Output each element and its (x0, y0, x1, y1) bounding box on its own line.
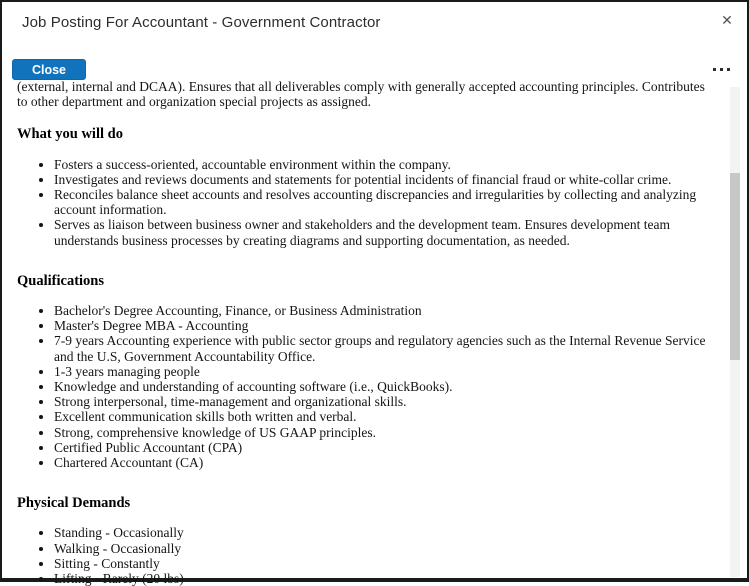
bullet-item: • 7-9 years Accounting experience with public sector groups and regulatory agencies such as the Internal Revenue Service and the U.S, Government Accountability Office. (54, 333, 717, 363)
bullet-item: • Standing - Occasionally (54, 525, 717, 540)
bullet-item: • Walking - Occasionally (54, 541, 717, 556)
section-physical-demands (17, 496, 717, 586)
bullet-item: • Chartered Accountant (CA) (54, 455, 717, 470)
bullet-item: • Fosters a success-oriented, accountable environment within the company. (54, 157, 717, 172)
section-heading: What you will do (17, 126, 123, 143)
more-options-button[interactable] (711, 66, 732, 73)
intro-paragraph: (external, internal and DCAA). Ensures that all deliverables comply with generally accepted accounting principles. Contributes to other department and organization special projects as assigned. (17, 79, 705, 110)
bullet-list (17, 525, 717, 586)
scrollbar-track[interactable] (730, 87, 740, 577)
bullet-item: • Lifting - Rarely (20 lbs) (54, 571, 717, 586)
bullet-item: • Reconciles balance sheet accounts and resolves accounting discrepancies and irregularities by collecting and analyzing account information. (54, 187, 717, 217)
ellipsis-icon (727, 68, 730, 71)
bullet-item: • Serves as liaison between business owner and stakeholders and the development team. Ensures development team understands business processes by creating diagrams and supporting documentation, as needed. (54, 217, 717, 247)
bullet-item: • Bachelor's Degree Accounting, Finance, or Business Administration (54, 303, 717, 318)
close-icon[interactable]: ✕ (721, 11, 733, 28)
section-heading: Qualifications (17, 272, 105, 289)
close-button[interactable]: Close (12, 59, 86, 80)
job-description-scroll-area[interactable] (2, 79, 747, 586)
job-description (2, 79, 747, 586)
dialog-title: Job Posting For Accountant - Government Contractor (22, 14, 381, 31)
bullet-list (17, 303, 717, 470)
ellipsis-icon (713, 68, 716, 71)
scrollbar-thumb[interactable] (730, 173, 740, 360)
bullet-item: • Knowledge and understanding of accounting software (i.e., QuickBooks). (54, 379, 717, 394)
section-what-you-will-do (17, 127, 717, 247)
bullet-list (17, 157, 717, 248)
bullet-item: • Excellent communication skills both written and verbal. (54, 409, 717, 424)
ellipsis-icon (720, 68, 723, 71)
bullet-item: • Strong, comprehensive knowledge of US GAAP principles. (54, 425, 717, 440)
bullet-item: • Investigates and reviews documents and statements for potential incidents of financial fraud or white-collar crime. (54, 172, 717, 187)
dialog-titlebar (2, 2, 747, 48)
section-qualifications (17, 274, 717, 470)
bullet-item: • 1-3 years managing people (54, 364, 717, 379)
section-heading: Physical Demands (17, 495, 131, 512)
bullet-item: • Master's Degree MBA - Accounting (54, 318, 717, 333)
bullet-item: • Strong interpersonal, time-management and organizational skills. (54, 394, 717, 409)
bullet-item: • Sitting - Constantly (54, 556, 717, 571)
bullet-item: • Certified Public Accountant (CPA) (54, 440, 717, 455)
